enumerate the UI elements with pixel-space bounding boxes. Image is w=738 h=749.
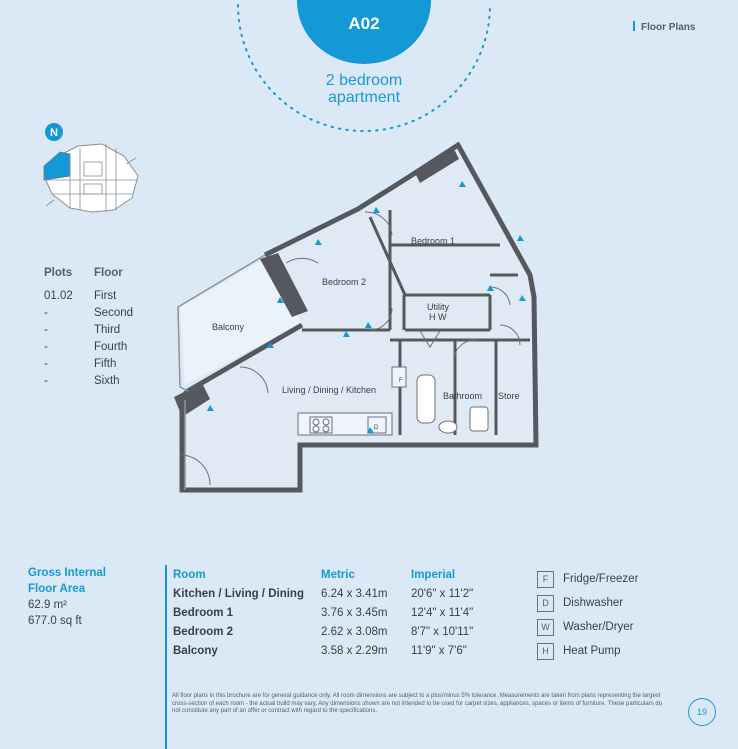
plots-header-row (44, 264, 133, 281)
plot-floor: Fifth (94, 357, 117, 370)
apartment-type (300, 72, 428, 106)
room-col-header: Room (173, 568, 206, 581)
room-imperial: 12'4" x 11'4" (411, 606, 474, 619)
bathroom-label: Bathroom (443, 391, 483, 401)
legend-key: D (537, 595, 554, 612)
plots-row (44, 287, 133, 304)
room-name: Kitchen / Living / Dining (173, 587, 304, 600)
plot-floor: Sixth (94, 374, 120, 387)
key-plan (36, 118, 146, 218)
gross-area-imperial: 677.0 sq ft (28, 615, 82, 627)
legend-label: Dishwasher (563, 597, 624, 609)
table-row (173, 603, 473, 622)
floor-plan (160, 135, 550, 500)
living-label: Living / Dining / Kitchen (282, 385, 377, 395)
plot-number: - (44, 306, 48, 319)
legend-item (537, 615, 638, 639)
legend-key: H (537, 643, 554, 660)
plots-col-header: Plots (44, 266, 73, 279)
table-row (173, 641, 473, 660)
imperial-col-header: Imperial (411, 568, 456, 581)
plot-floor: Second (94, 306, 134, 319)
legend-item (537, 639, 638, 663)
apartment-type-line1: 2 bedroom (325, 72, 403, 89)
room-name: Bedroom 1 (173, 606, 234, 619)
appliance-legend (537, 567, 638, 663)
apartment-type-line2: apartment (327, 89, 401, 106)
gross-area-title-2: Floor Area (28, 583, 86, 595)
balcony-label: Balcony (212, 322, 245, 332)
table-row (173, 584, 473, 603)
plot-number: 01.02 (44, 289, 73, 302)
room-metric: 3.58 x 2.29m (321, 644, 388, 657)
unit-code: A02 (348, 14, 380, 33)
plot-number: - (44, 340, 48, 353)
fridge-marker: F (399, 378, 403, 384)
plots-row (44, 338, 133, 355)
plot-floor: First (94, 289, 117, 302)
room-metric: 2.62 x 3.08m (321, 625, 388, 638)
room-name: Balcony (173, 644, 218, 657)
disclaimer: All floor plans in this brochure are for general guidance only. All room dimensions are subject to a plus/minus 5% tolerance. Measurements are taken from plans representing the largest cross-section of each room - the actual build may vary. Any dimensions shown are not intended to be used for carpet sizes, appliances, spaces or items of furniture. These particulars do not constitute any part of an offer or contract with regard to the specifications. (172, 693, 663, 714)
gross-area (28, 565, 106, 629)
legend-item (537, 567, 638, 591)
legend-item (537, 591, 638, 615)
room-dimensions-table (173, 565, 473, 660)
legend-label: Heat Pump (563, 645, 621, 657)
legend-key: F (537, 571, 554, 588)
vertical-divider (165, 565, 167, 749)
plots-table (44, 264, 133, 389)
plot-floor: Fourth (94, 340, 128, 353)
utility-hw-label: H W (429, 312, 447, 322)
room-metric: 6.24 x 3.41m (321, 587, 388, 600)
plot-floor: Third (94, 323, 121, 336)
dishwasher-marker: D (374, 425, 379, 431)
room-imperial: 20'6" x 11'2" (411, 587, 474, 600)
gross-area-metric: 62.9 m² (28, 599, 67, 611)
page-number: 19 (688, 698, 716, 726)
plots-row (44, 372, 133, 389)
plot-number: - (44, 374, 48, 387)
gross-area-title-1: Gross Internal (28, 567, 106, 579)
metric-col-header: Metric (321, 568, 355, 581)
plots-row (44, 355, 133, 372)
plot-number: - (44, 323, 48, 336)
room-table-header (173, 565, 473, 584)
room-imperial: 8'7" x 10'11" (411, 625, 474, 638)
floor-col-header: Floor (94, 266, 123, 279)
room-imperial: 11'9" x 7'6" (411, 644, 467, 657)
legend-label: Washer/Dryer (563, 621, 634, 633)
plot-number: - (44, 357, 48, 370)
legend-label: Fridge/Freezer (563, 573, 639, 585)
section-title: Floor Plans (633, 21, 695, 33)
plots-row (44, 321, 133, 338)
bedroom2-label: Bedroom 2 (322, 277, 367, 287)
store-label: Store (498, 391, 520, 401)
room-metric: 3.76 x 3.45m (321, 606, 388, 619)
plots-row (44, 304, 133, 321)
utility-label: Utility (427, 302, 449, 312)
table-row (173, 622, 473, 641)
north-label: N (50, 127, 58, 139)
legend-key: W (537, 619, 554, 636)
room-name: Bedroom 2 (173, 625, 234, 638)
bedroom1-label: Bedroom 1 (411, 236, 456, 246)
